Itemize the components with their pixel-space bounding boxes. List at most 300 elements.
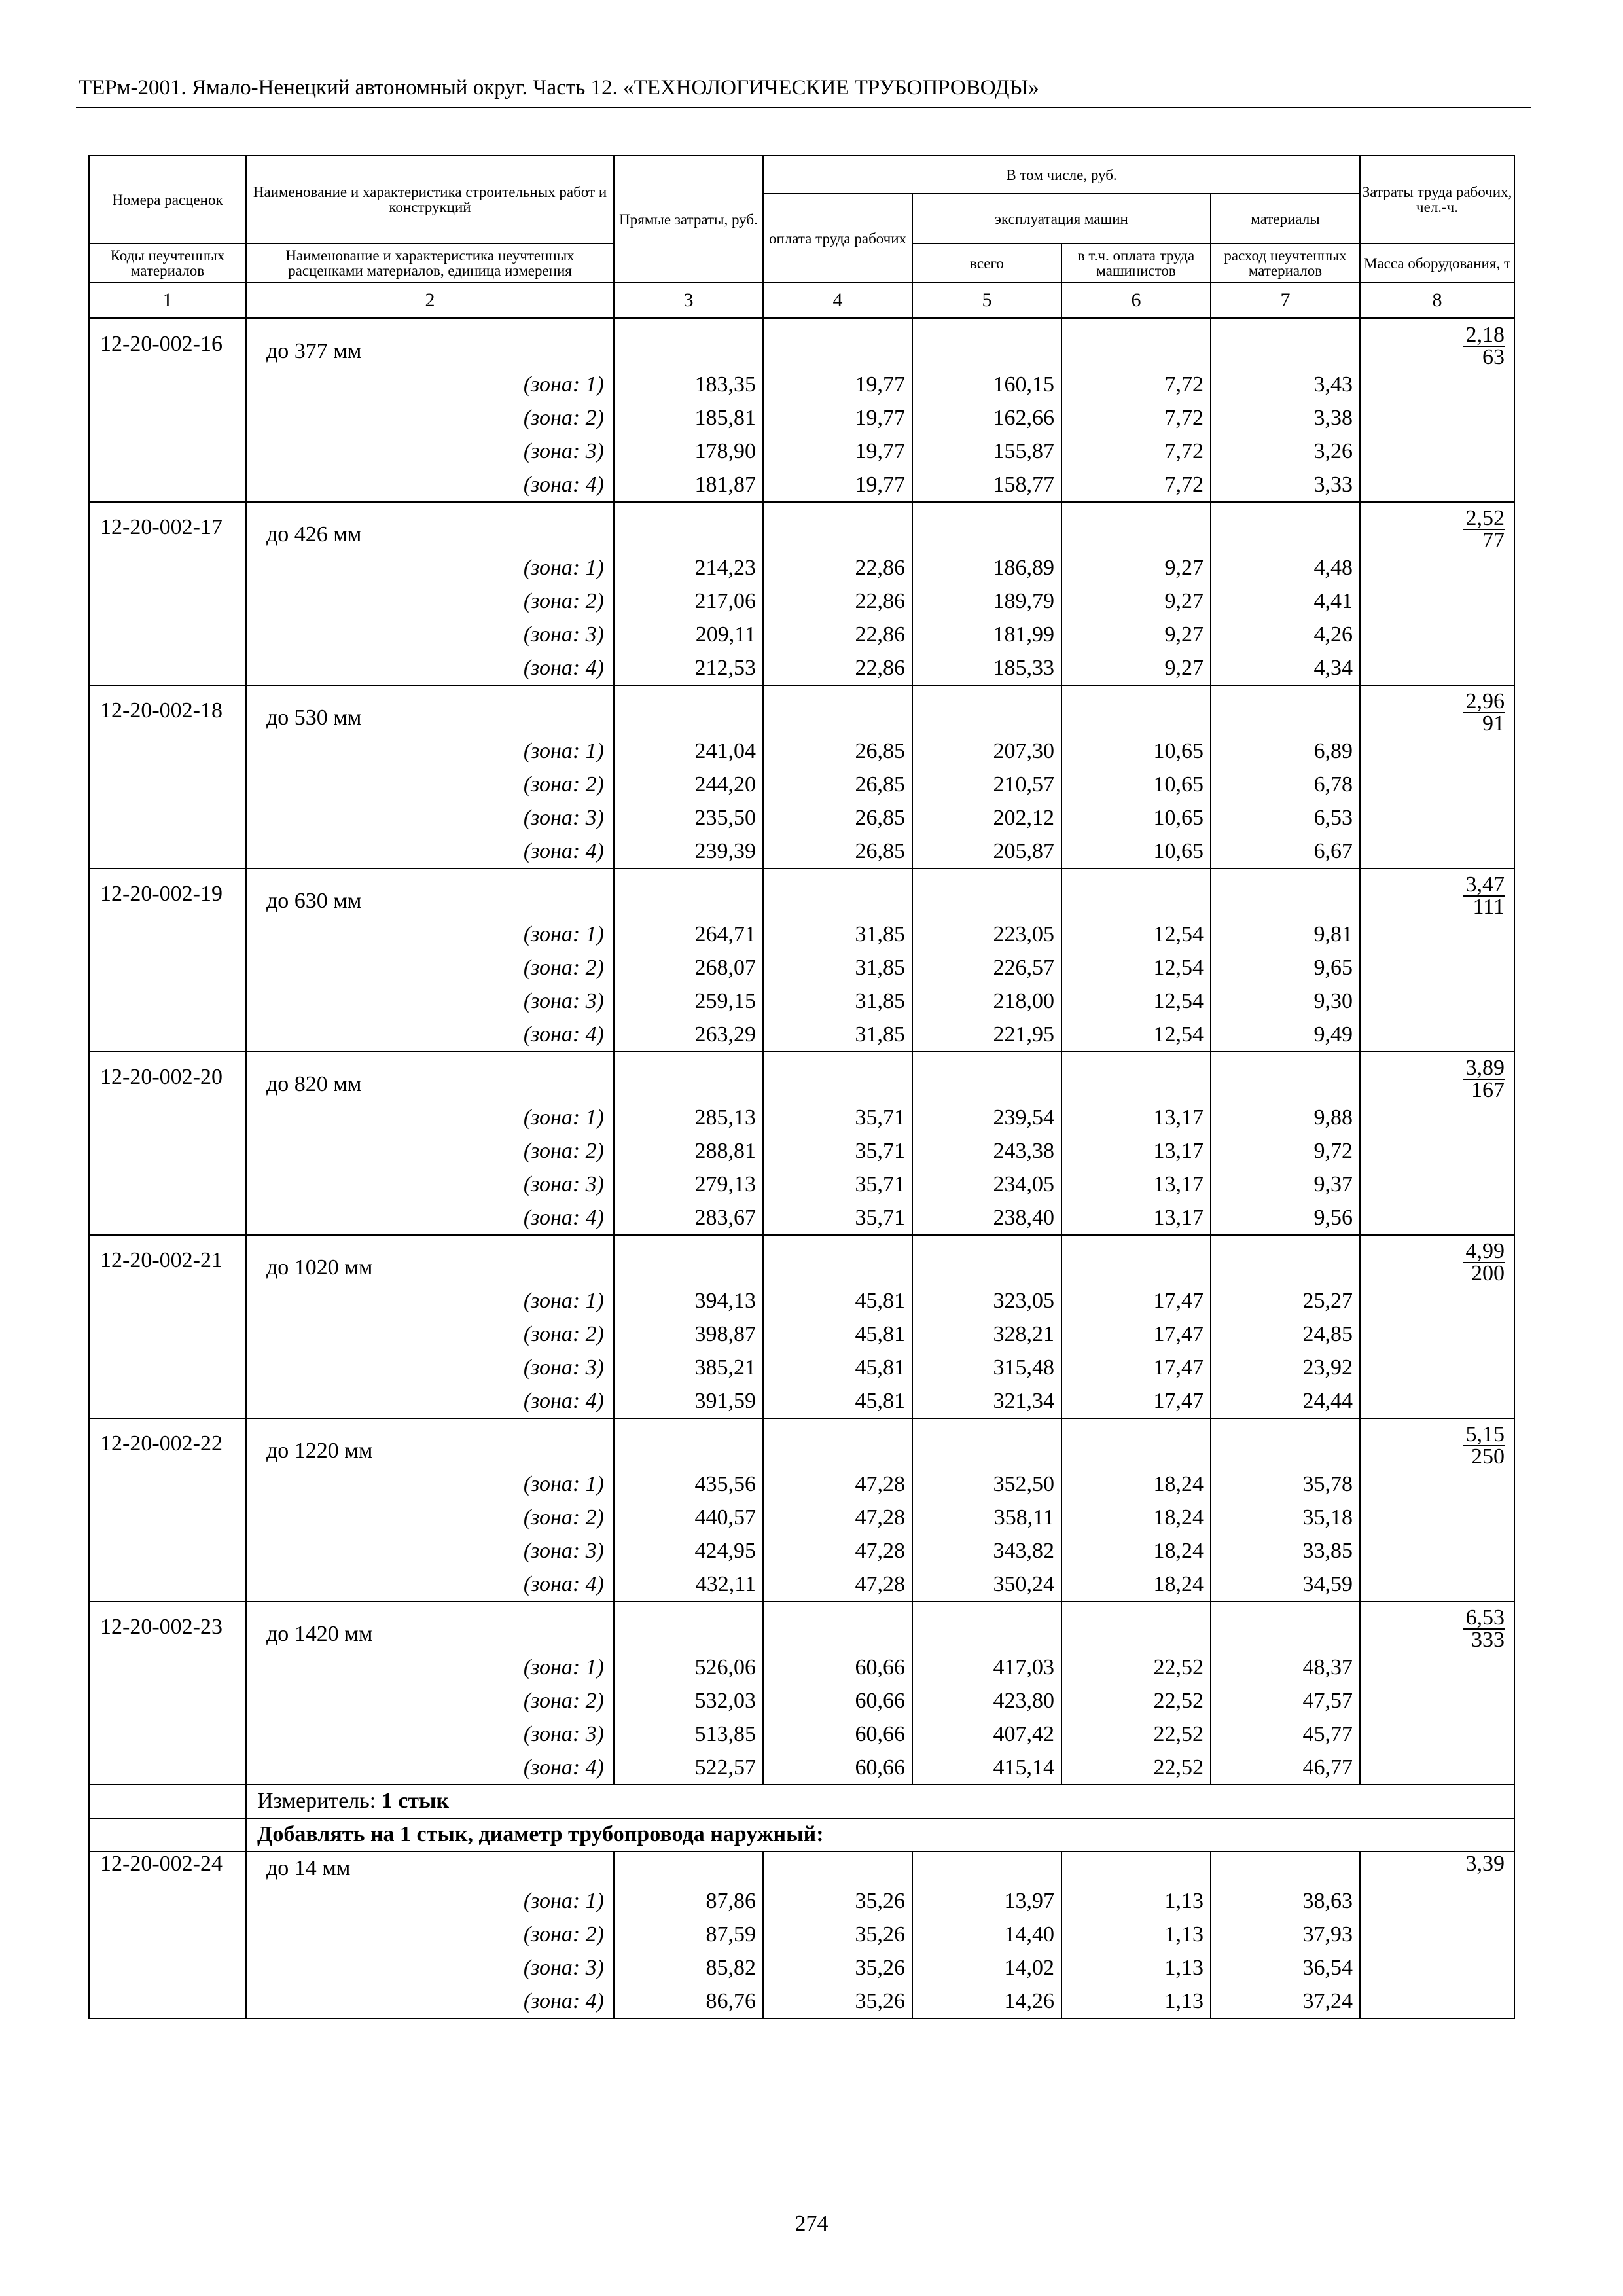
machinist-cost: 10,65 — [1061, 835, 1211, 869]
rate-code: 12-20-002-21 — [89, 1235, 246, 1418]
direct-cost: 285,13 — [614, 1102, 763, 1135]
zone-label: (зона: 3) — [246, 619, 614, 652]
empty-cell — [614, 685, 763, 735]
direct-cost: 394,13 — [614, 1285, 763, 1318]
empty-cell — [614, 1852, 763, 1885]
zone-row — [89, 802, 1514, 835]
machinist-cost: 22,52 — [1061, 1651, 1211, 1685]
empty-cell — [763, 1235, 912, 1285]
column-number: 2 — [246, 283, 614, 319]
labor-cost: 31,85 — [763, 952, 912, 985]
empty-cell — [1061, 502, 1211, 552]
material-cost: 3,33 — [1211, 469, 1360, 502]
direct-cost: 212,53 — [614, 652, 763, 685]
labor-cost: 60,66 — [763, 1651, 912, 1685]
material-cost: 3,26 — [1211, 435, 1360, 469]
header-col7: расход неучтенных материалов — [1211, 243, 1360, 283]
equipment-mass: 167 — [1471, 1077, 1505, 1102]
header-col5: всего — [912, 243, 1061, 283]
machine-cost: 343,82 — [912, 1535, 1061, 1568]
equipment-mass: 250 — [1471, 1444, 1505, 1469]
direct-cost: 432,11 — [614, 1568, 763, 1602]
machinist-cost: 18,24 — [1061, 1568, 1211, 1602]
zone-row — [89, 1318, 1514, 1352]
labor-cost: 47,28 — [763, 1568, 912, 1602]
machinist-cost: 9,27 — [1061, 552, 1211, 585]
labor-cost: 35,26 — [763, 1985, 912, 2018]
empty-cell — [1061, 1602, 1211, 1651]
machine-cost: 226,57 — [912, 952, 1061, 985]
empty-cell — [912, 502, 1061, 552]
page-header: ТЕРм-2001. Ямало-Ненецкий автономный округ. Часть 12. «ТЕХНОЛОГИЧЕСКИЕ ТРУБОПРОВОДЫ» — [79, 76, 1039, 99]
labor-cost: 60,66 — [763, 1718, 912, 1751]
empty-cell — [763, 502, 912, 552]
machine-cost: 207,30 — [912, 735, 1061, 768]
rate-entry-row — [89, 319, 1514, 368]
zone-row — [89, 1535, 1514, 1568]
empty-cell — [912, 319, 1061, 368]
zone-label: (зона: 2) — [246, 1918, 614, 1952]
machinist-cost: 12,54 — [1061, 918, 1211, 952]
header-rule — [76, 107, 1531, 108]
column-number: 7 — [1211, 283, 1360, 319]
material-cost: 9,49 — [1211, 1018, 1360, 1052]
labor-hours: 2,96 — [1463, 691, 1505, 713]
machine-cost: 415,14 — [912, 1751, 1061, 1785]
empty-cell — [89, 1785, 246, 1818]
empty-cell — [1061, 1235, 1211, 1285]
machine-cost: 234,05 — [912, 1168, 1061, 1202]
rate-entry-row — [89, 869, 1514, 918]
zone-label: (зона: 4) — [246, 1568, 614, 1602]
labor-cost: 35,71 — [763, 1202, 912, 1235]
material-cost: 4,34 — [1211, 652, 1360, 685]
machine-cost: 14,26 — [912, 1985, 1061, 2018]
machinist-cost: 12,54 — [1061, 985, 1211, 1018]
direct-cost: 209,11 — [614, 619, 763, 652]
machinist-cost: 7,72 — [1061, 368, 1211, 402]
labor-cost: 60,66 — [763, 1685, 912, 1718]
rate-code: 12-20-002-17 — [89, 502, 246, 685]
machine-cost: 205,87 — [912, 835, 1061, 869]
labor-cost: 45,81 — [763, 1318, 912, 1352]
machinist-cost: 22,52 — [1061, 1685, 1211, 1718]
rate-code: 12-20-002-18 — [89, 685, 246, 869]
rates-table — [88, 155, 1515, 2019]
empty-cell — [1211, 869, 1360, 918]
rate-code: 12-20-002-22 — [89, 1418, 246, 1602]
empty-cell — [1061, 1418, 1211, 1468]
empty-cell — [763, 685, 912, 735]
zone-label: (зона: 4) — [246, 1985, 614, 2018]
mass-fraction — [1463, 1607, 1505, 1651]
labor-cost: 26,85 — [763, 835, 912, 869]
direct-cost: 87,86 — [614, 1885, 763, 1918]
rate-code: 12-20-002-19 — [89, 869, 246, 1052]
zone-label: (зона: 1) — [246, 552, 614, 585]
empty-cell — [1061, 1852, 1211, 1885]
empty-cell — [614, 502, 763, 552]
material-cost: 4,48 — [1211, 552, 1360, 585]
rate-name: до 377 мм — [246, 319, 614, 368]
zone-label: (зона: 3) — [246, 1352, 614, 1385]
direct-cost: 440,57 — [614, 1501, 763, 1535]
machinist-cost: 1,13 — [1061, 1918, 1211, 1952]
machinist-cost: 9,27 — [1061, 652, 1211, 685]
header-machines: эксплуатация машин — [912, 194, 1211, 243]
machine-cost: 185,33 — [912, 652, 1061, 685]
machine-cost: 423,80 — [912, 1685, 1061, 1718]
empty-cell — [912, 1602, 1061, 1651]
direct-cost: 391,59 — [614, 1385, 763, 1418]
equipment-mass: 63 — [1482, 345, 1505, 369]
labor-cost: 22,86 — [763, 619, 912, 652]
machine-cost: 328,21 — [912, 1318, 1061, 1352]
meter-text — [246, 1785, 1514, 1818]
header-col6: в т.ч. оплата труда машинистов — [1061, 243, 1211, 283]
machine-cost: 14,02 — [912, 1952, 1061, 1985]
labor-cost: 35,71 — [763, 1135, 912, 1168]
empty-cell — [912, 869, 1061, 918]
meter-label: Измеритель: — [257, 1789, 376, 1813]
labor-cost: 19,77 — [763, 469, 912, 502]
machine-cost: 221,95 — [912, 1018, 1061, 1052]
zone-row — [89, 1651, 1514, 1685]
machinist-cost: 13,17 — [1061, 1202, 1211, 1235]
zone-label: (зона: 4) — [246, 835, 614, 869]
empty-cell — [1211, 1418, 1360, 1468]
empty-cell — [763, 319, 912, 368]
rate-mass — [1360, 1418, 1514, 1602]
zone-label: (зона: 1) — [246, 1651, 614, 1685]
machine-cost: 352,50 — [912, 1468, 1061, 1501]
zone-label: (зона: 3) — [246, 985, 614, 1018]
page-number: 274 — [794, 2212, 829, 2236]
zone-label: (зона: 4) — [246, 1202, 614, 1235]
zone-row — [89, 469, 1514, 502]
empty-cell — [614, 1235, 763, 1285]
equipment-mass: 200 — [1471, 1261, 1505, 1285]
material-cost: 3,38 — [1211, 402, 1360, 435]
header-col4: оплата труда рабочих — [763, 194, 912, 283]
labor-cost: 26,85 — [763, 802, 912, 835]
machinist-cost: 7,72 — [1061, 435, 1211, 469]
meter-value: 1 стык — [381, 1789, 450, 1813]
rate-mass — [1360, 502, 1514, 685]
rate-mass — [1360, 685, 1514, 869]
zone-label: (зона: 3) — [246, 1535, 614, 1568]
direct-cost: 244,20 — [614, 768, 763, 802]
zone-row — [89, 1751, 1514, 1785]
material-cost: 36,54 — [1211, 1952, 1360, 1985]
machine-cost: 315,48 — [912, 1352, 1061, 1385]
zone-row — [89, 1385, 1514, 1418]
empty-cell — [1211, 1602, 1360, 1651]
rate-mass — [1360, 1052, 1514, 1235]
direct-cost: 85,82 — [614, 1952, 763, 1985]
labor-cost: 47,28 — [763, 1535, 912, 1568]
rate-entry-row — [89, 1418, 1514, 1468]
header-col2-bottom: Наименование и характеристика неучтенных расценками материалов, единица измерения — [246, 243, 614, 283]
material-cost: 9,56 — [1211, 1202, 1360, 1235]
machinist-cost: 18,24 — [1061, 1501, 1211, 1535]
equipment-mass: 333 — [1471, 1627, 1505, 1652]
add-note-row — [89, 1818, 1514, 1852]
material-cost: 9,37 — [1211, 1168, 1360, 1202]
rate-code: 12-20-002-20 — [89, 1052, 246, 1235]
zone-row — [89, 1102, 1514, 1135]
labor-hours: 6,53 — [1463, 1607, 1505, 1630]
rate-mass — [1360, 319, 1514, 502]
header-col8-bottom: Масса оборудования, т — [1360, 243, 1514, 283]
zone-label: (зона: 2) — [246, 1318, 614, 1352]
direct-cost: 268,07 — [614, 952, 763, 985]
zone-row — [89, 435, 1514, 469]
labor-cost: 35,71 — [763, 1102, 912, 1135]
machine-cost: 321,34 — [912, 1385, 1061, 1418]
empty-cell — [1061, 1052, 1211, 1102]
rate-code: 12-20-002-24 — [89, 1852, 246, 2018]
machine-cost: 243,38 — [912, 1135, 1061, 1168]
machinist-cost: 1,13 — [1061, 1885, 1211, 1918]
machinist-cost: 18,24 — [1061, 1468, 1211, 1501]
machinist-cost: 13,17 — [1061, 1102, 1211, 1135]
mass-fraction — [1463, 874, 1505, 918]
direct-cost: 178,90 — [614, 435, 763, 469]
zone-label: (зона: 1) — [246, 918, 614, 952]
empty-cell — [1061, 869, 1211, 918]
material-cost: 35,18 — [1211, 1501, 1360, 1535]
direct-cost: 435,56 — [614, 1468, 763, 1501]
material-cost: 46,77 — [1211, 1751, 1360, 1785]
zone-row — [89, 1202, 1514, 1235]
labor-cost: 35,26 — [763, 1885, 912, 1918]
zone-label: (зона: 2) — [246, 952, 614, 985]
zone-row — [89, 1952, 1514, 1985]
direct-cost: 181,87 — [614, 469, 763, 502]
machine-cost: 162,66 — [912, 402, 1061, 435]
zone-row — [89, 1568, 1514, 1602]
empty-cell — [614, 1602, 763, 1651]
machine-cost: 189,79 — [912, 585, 1061, 619]
rate-name: до 630 мм — [246, 869, 614, 918]
direct-cost: 217,06 — [614, 585, 763, 619]
zone-row — [89, 1685, 1514, 1718]
zone-label: (зона: 4) — [246, 1018, 614, 1052]
labor-cost: 22,86 — [763, 652, 912, 685]
empty-cell — [1211, 1852, 1360, 1885]
material-cost: 48,37 — [1211, 1651, 1360, 1685]
machinist-cost: 7,72 — [1061, 402, 1211, 435]
material-cost: 35,78 — [1211, 1468, 1360, 1501]
material-cost: 47,57 — [1211, 1685, 1360, 1718]
labor-cost: 31,85 — [763, 918, 912, 952]
machinist-cost: 17,47 — [1061, 1352, 1211, 1385]
rate-name: до 1020 мм — [246, 1235, 614, 1285]
mass-fraction — [1463, 691, 1505, 734]
material-cost: 9,72 — [1211, 1135, 1360, 1168]
empty-cell — [763, 1602, 912, 1651]
rate-entry-row — [89, 1052, 1514, 1102]
machinist-cost: 9,27 — [1061, 619, 1211, 652]
empty-cell — [912, 685, 1061, 735]
empty-cell — [1211, 1235, 1360, 1285]
zone-label: (зона: 2) — [246, 768, 614, 802]
zone-label: (зона: 2) — [246, 585, 614, 619]
labor-cost: 45,81 — [763, 1352, 912, 1385]
machine-cost: 158,77 — [912, 469, 1061, 502]
zone-row — [89, 1501, 1514, 1535]
zone-row — [89, 402, 1514, 435]
header-col1-top: Номера расценок — [89, 156, 246, 243]
meter-row — [89, 1785, 1514, 1818]
rate-name: до 1220 мм — [246, 1418, 614, 1468]
header-group: В том числе, руб. — [763, 156, 1360, 194]
zone-row — [89, 835, 1514, 869]
equipment-mass: 77 — [1482, 528, 1505, 552]
zone-row — [89, 985, 1514, 1018]
zone-row — [89, 619, 1514, 652]
zone-label: (зона: 3) — [246, 1168, 614, 1202]
material-cost: 3,43 — [1211, 368, 1360, 402]
empty-cell — [912, 1052, 1061, 1102]
rate-entry-row — [89, 685, 1514, 735]
labor-cost: 19,77 — [763, 368, 912, 402]
empty-cell — [763, 869, 912, 918]
zone-row — [89, 1168, 1514, 1202]
material-cost: 4,26 — [1211, 619, 1360, 652]
material-cost: 6,67 — [1211, 835, 1360, 869]
machine-cost: 238,40 — [912, 1202, 1061, 1235]
rate-mass — [1360, 1235, 1514, 1418]
material-cost: 9,88 — [1211, 1102, 1360, 1135]
direct-cost: 86,76 — [614, 1985, 763, 2018]
rate-entry-row — [89, 502, 1514, 552]
mass-fraction — [1463, 1055, 1505, 1102]
empty-cell — [1211, 319, 1360, 368]
header-col2-top: Наименование и характеристика строительных работ и конструкций — [246, 156, 614, 243]
machine-cost: 186,89 — [912, 552, 1061, 585]
machinist-cost: 10,65 — [1061, 802, 1211, 835]
material-cost: 6,78 — [1211, 768, 1360, 802]
empty-cell — [1211, 502, 1360, 552]
rate-entry-row — [89, 1852, 1514, 1885]
zone-row — [89, 918, 1514, 952]
zone-row — [89, 1918, 1514, 1952]
machinist-cost: 17,47 — [1061, 1385, 1211, 1418]
column-number: 5 — [912, 283, 1061, 319]
mass-fraction — [1463, 505, 1505, 552]
rate-entry-row — [89, 1602, 1514, 1651]
empty-cell — [1061, 319, 1211, 368]
rate-code: 12-20-002-16 — [89, 319, 246, 502]
machine-cost: 350,24 — [912, 1568, 1061, 1602]
zone-label: (зона: 1) — [246, 1885, 614, 1918]
zone-label: (зона: 1) — [246, 735, 614, 768]
zone-row — [89, 368, 1514, 402]
empty-cell — [763, 1418, 912, 1468]
zone-label: (зона: 4) — [246, 1751, 614, 1785]
machinist-cost: 13,17 — [1061, 1168, 1211, 1202]
direct-cost: 259,15 — [614, 985, 763, 1018]
direct-cost: 185,81 — [614, 402, 763, 435]
labor-hours: 2,18 — [1463, 325, 1505, 347]
zone-row — [89, 768, 1514, 802]
header-col3: Прямые затраты, руб. — [614, 156, 763, 283]
header-materials: материалы — [1211, 194, 1360, 243]
zone-label: (зона: 2) — [246, 1135, 614, 1168]
zone-row — [89, 1352, 1514, 1385]
zone-label: (зона: 4) — [246, 469, 614, 502]
zone-row — [89, 552, 1514, 585]
rate-entry-row — [89, 1235, 1514, 1285]
empty-cell — [614, 1418, 763, 1468]
direct-cost: 398,87 — [614, 1318, 763, 1352]
labor-cost: 22,86 — [763, 585, 912, 619]
rate-name: до 820 мм — [246, 1052, 614, 1102]
labor-cost: 47,28 — [763, 1501, 912, 1535]
machinist-cost: 17,47 — [1061, 1285, 1211, 1318]
machine-cost: 239,54 — [912, 1102, 1061, 1135]
equipment-mass: 91 — [1482, 711, 1505, 736]
direct-cost: 532,03 — [614, 1685, 763, 1718]
zone-row — [89, 735, 1514, 768]
labor-hours: 2,52 — [1463, 508, 1505, 530]
zone-label: (зона: 3) — [246, 1952, 614, 1985]
empty-cell — [912, 1418, 1061, 1468]
header-col1-bottom: Коды неучтенных материалов — [89, 243, 246, 283]
zone-label: (зона: 3) — [246, 802, 614, 835]
zone-label: (зона: 2) — [246, 1501, 614, 1535]
machine-cost: 181,99 — [912, 619, 1061, 652]
empty-cell — [614, 319, 763, 368]
machinist-cost: 22,52 — [1061, 1751, 1211, 1785]
machine-cost: 358,11 — [912, 1501, 1061, 1535]
empty-cell — [1061, 685, 1211, 735]
machinist-cost: 18,24 — [1061, 1535, 1211, 1568]
machine-cost: 13,97 — [912, 1885, 1061, 1918]
direct-cost: 424,95 — [614, 1535, 763, 1568]
zone-label: (зона: 1) — [246, 1102, 614, 1135]
machinist-cost: 1,13 — [1061, 1952, 1211, 1985]
direct-cost: 522,57 — [614, 1751, 763, 1785]
labor-cost: 22,86 — [763, 552, 912, 585]
labor-cost: 35,71 — [763, 1168, 912, 1202]
empty-cell — [89, 1818, 246, 1852]
empty-cell — [614, 869, 763, 918]
direct-cost: 279,13 — [614, 1168, 763, 1202]
labor-cost: 31,85 — [763, 985, 912, 1018]
column-number: 1 — [89, 283, 246, 319]
labor-cost: 26,85 — [763, 768, 912, 802]
empty-cell — [912, 1235, 1061, 1285]
column-number: 6 — [1061, 283, 1211, 319]
direct-cost: 241,04 — [614, 735, 763, 768]
column-number: 3 — [614, 283, 763, 319]
labor-hours: 5,15 — [1463, 1424, 1505, 1446]
direct-cost: 385,21 — [614, 1352, 763, 1385]
material-cost: 34,59 — [1211, 1568, 1360, 1602]
zone-row — [89, 652, 1514, 685]
zone-label: (зона: 4) — [246, 652, 614, 685]
header-col8-top: Затраты труда рабочих, чел.-ч. — [1360, 156, 1514, 243]
material-cost: 4,41 — [1211, 585, 1360, 619]
rate-mass — [1360, 1602, 1514, 1785]
labor-cost: 47,28 — [763, 1468, 912, 1501]
direct-cost: 283,67 — [614, 1202, 763, 1235]
material-cost: 9,30 — [1211, 985, 1360, 1018]
material-cost: 38,63 — [1211, 1885, 1360, 1918]
